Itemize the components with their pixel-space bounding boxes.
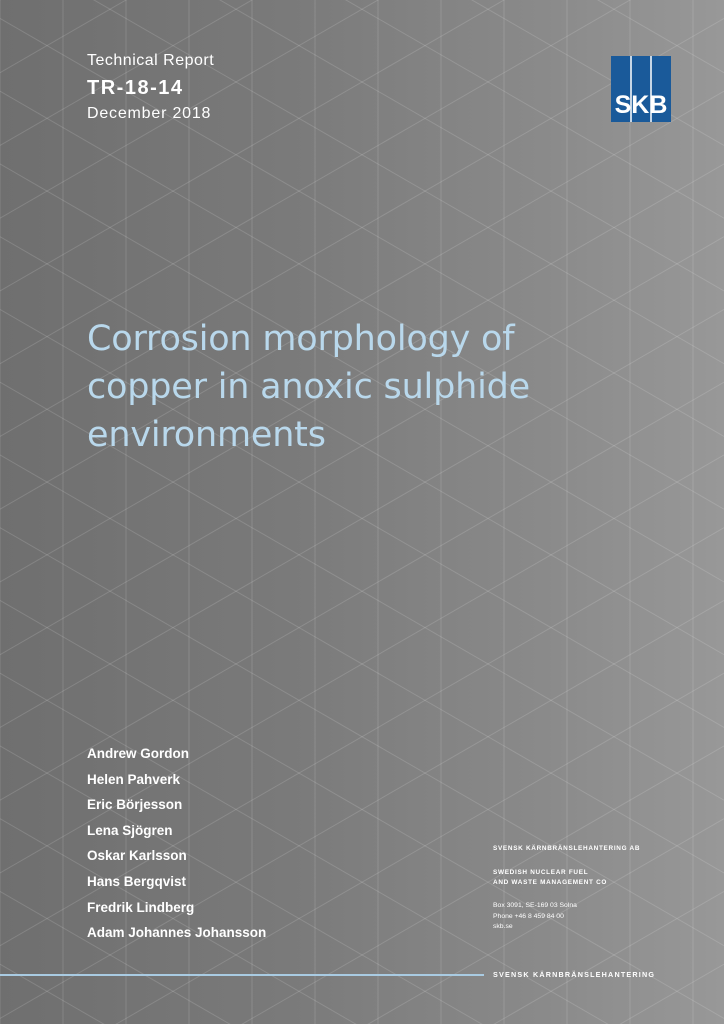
- author-name: Helen Pahverk: [87, 771, 181, 787]
- author-list: [87, 744, 266, 949]
- report-number: TR-18-14: [87, 77, 184, 99]
- organization-name-english-line2: AND WASTE MANAGEMENT CO: [493, 879, 608, 886]
- organization-website: skb.se: [493, 923, 513, 930]
- organization-phone: Phone +46 8 459 84 00: [493, 912, 564, 920]
- author-name: Fredrik Lindberg: [87, 899, 195, 915]
- author-name: Andrew Gordon: [87, 746, 189, 761]
- skb-logo-icon: [611, 56, 671, 122]
- author-name: Hans Bergqvist: [87, 873, 187, 889]
- organization-address: Box 3091, SE-169 03 Solna: [493, 902, 577, 909]
- footer-divider: [0, 974, 484, 976]
- author-name: Eric Börjesson: [87, 797, 183, 813]
- author-name: Lena Sjögren: [87, 822, 173, 838]
- report-date: December 2018: [87, 105, 212, 122]
- report-title: Corrosion morphology of copper in anoxic sulphide environments: [87, 319, 530, 455]
- author-name: Oskar Karlsson: [87, 848, 187, 864]
- organization-block: [493, 844, 640, 933]
- report-type-label: Technical Report: [87, 52, 215, 69]
- footer-organization-name: SVENSK KÄRNBRÄNSLEHANTERING: [493, 970, 656, 979]
- author-name: Adam Johannes Johansson: [87, 925, 267, 941]
- organization-name-swedish: SVENSK KÄRNBRÄNSLEHANTERING AB: [493, 845, 641, 852]
- organization-name-english-line1: SWEDISH NUCLEAR FUEL: [493, 869, 589, 876]
- logo-wordmark: SKB: [614, 91, 668, 119]
